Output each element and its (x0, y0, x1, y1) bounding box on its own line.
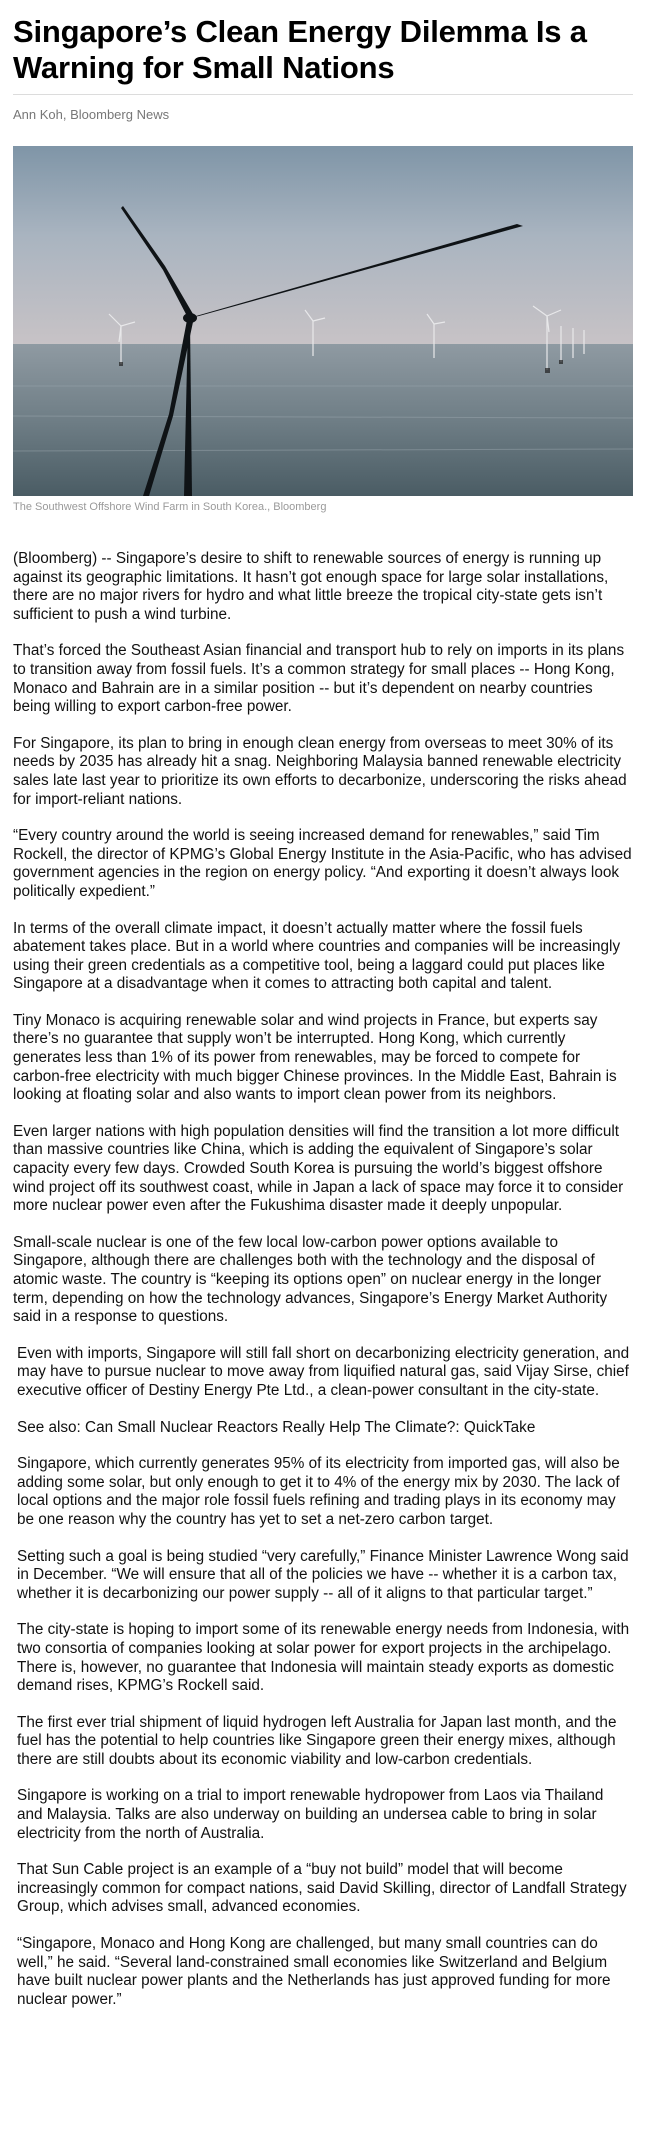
paragraph: (Bloomberg) -- Singapore’s desire to shift to renewable sources of energy is running up against its geographic limitations. It hasn’t got enough space for large solar installations, there are no major rivers for hydro and what little breeze the tropical city-state gets isn’t sufficient to push a wind turbine. (13, 550, 609, 623)
see-also-link[interactable]: See also: Can Small Nuclear Reactors Really Help The Climate?: QuickTake (17, 1418, 536, 1436)
paragraph: “Every country around the world is seeing increased demand for renewables,” said Tim Rockell, the director of KPMG’s Global Energy Institute in the Asia-Pacific, who has advised government agencies in the region on energy policy. “And exporting it doesn’t always look politically expedient.” (13, 827, 632, 900)
paragraph: Small-scale nuclear is one of the few local low-carbon power options available to Singapore, although there are challenges both with the technology and the disposal of atomic waste. The country is “keeping its options open” on nuclear energy in the longer term, depending on how the technology advances, Singapore’s Energy Market Authority said in a response to questions. (13, 1233, 608, 1326)
paragraph: That’s forced the Southeast Asian financial and transport hub to rely on imports in its plans to transition away from fossil fuels. It’s a common strategy for small places -- Hong Kong, Monaco and Bahrain are in a similar position -- but it’s dependent on nearby countries being willing to export carbon-free power. (13, 642, 625, 716)
article (13, 0, 633, 2027)
paragraph: Singapore, which currently generates 95% of its electricity from imported gas, will also be adding some solar, but only enough to get it to 4% of the energy mix by 2030. The lack of local options and the major role fossil fuels refining and trading plays in its economy may be one reason why the country has yet to set a net-zero carbon target. (17, 1455, 620, 1528)
title-divider (13, 94, 633, 95)
paragraph: The first ever trial shipment of liquid hydrogen left Australia for Japan last month, and the fuel has the potential to help countries like Singapore green their energy mixes, although there are still doubts about its economic viability and low-carbon credentials. (17, 1713, 617, 1768)
paragraph: Setting such a goal is being studied “very carefully,” Finance Minister Lawrence Wong said in December. “We will ensure that all of the policies we have -- whether it is a carbon tax, whether it is decarbonizing our power supply -- all of it aligns to that particular target.” (17, 1547, 629, 1602)
article-title: Singapore’s Clean Energy Dilemma Is a Warning for Small Nations (13, 14, 587, 85)
paragraph: Tiny Monaco is acquiring renewable solar and wind projects in France, but experts say there’s no guarantee that supply won’t be interrupted. Hong Kong, which currently generates less than 1% of its power from renewables, may be forced to compete for carbon-free electricity with much bigger Chinese provinces. In the Middle East, Bahrain is looking at floating solar and also wants to import clean power from its neighbors. (13, 1011, 617, 1104)
wind-farm-photo (13, 146, 633, 496)
paragraph: Even with imports, Singapore will still fall short on decarbonizing electricity generation, and may have to pursue nuclear to move away from liquified natural gas, said Vijay Sirse, chief executive officer of Destiny Energy Pte Ltd., a clean-power consultant in the city-state. (17, 1344, 630, 1399)
paragraph: Singapore is working on a trial to import renewable hydropower from Laos via Thailand and Malaysia. Talks are also underway on building an undersea cable to bring in solar electricity from the north of Australia. (17, 1787, 604, 1842)
paragraph: In terms of the overall climate impact, it doesn’t actually matter where the fossil fuels abatement takes place. But in a world where countries and companies will be increasingly using their green credentials as a competitive tool, being a laggard could put places like Singapore at a disadvantage when it comes to attracting both capital and talent. (13, 919, 621, 993)
paragraph: For Singapore, its plan to bring in enough clean energy from overseas to meet 30% of its needs by 2035 has already hit a snag. Neighboring Malaysia banned renewable electricity sales late last year to prioritize its own efforts to decarbonize, underscoring the risks ahead for import-reliant nations. (13, 734, 627, 808)
paragraph: The city-state is hoping to import some of its renewable energy needs from Indonesia, with two consortia of companies looking at solar power for export projects in the archipelago. There is, however, no guarantee that Indonesia will maintain steady exports as domestic demand rises, KPMG’s Rockell said. (17, 1621, 630, 1695)
paragraph: That Sun Cable project is an example of a “buy not build” model that will become increasingly common for compact nations, said David Skilling, director of Landfall Strategy Group, which advises small, advanced economies. (17, 1861, 627, 1916)
article-body (13, 550, 633, 2009)
paragraph: Even larger nations with high population densities will find the transition a lot more difficult than massive countries like China, which is adding the equivalent of Singapore’s solar capacity every few days. Crowded South Korea is pursuing the world’s biggest offshore wind project off its southwest coast, while in Japan a lack of space may force it to consider more nuclear power even after the Fukushima disaster made it deeply unpopular. (13, 1122, 624, 1215)
image-caption: The Southwest Offshore Wind Farm in South Korea., Bloomberg (13, 501, 327, 513)
byline: Ann Koh, Bloomberg News (13, 107, 170, 122)
paragraph: “Singapore, Monaco and Hong Kong are challenged, but many small countries can do well,” he said. “Several land-constrained small economies like Switzerland and Belgium have built nuclear power plants and the Netherlands has just approved funding for more nuclear power.” (17, 1935, 611, 2008)
hero-image (13, 146, 633, 496)
